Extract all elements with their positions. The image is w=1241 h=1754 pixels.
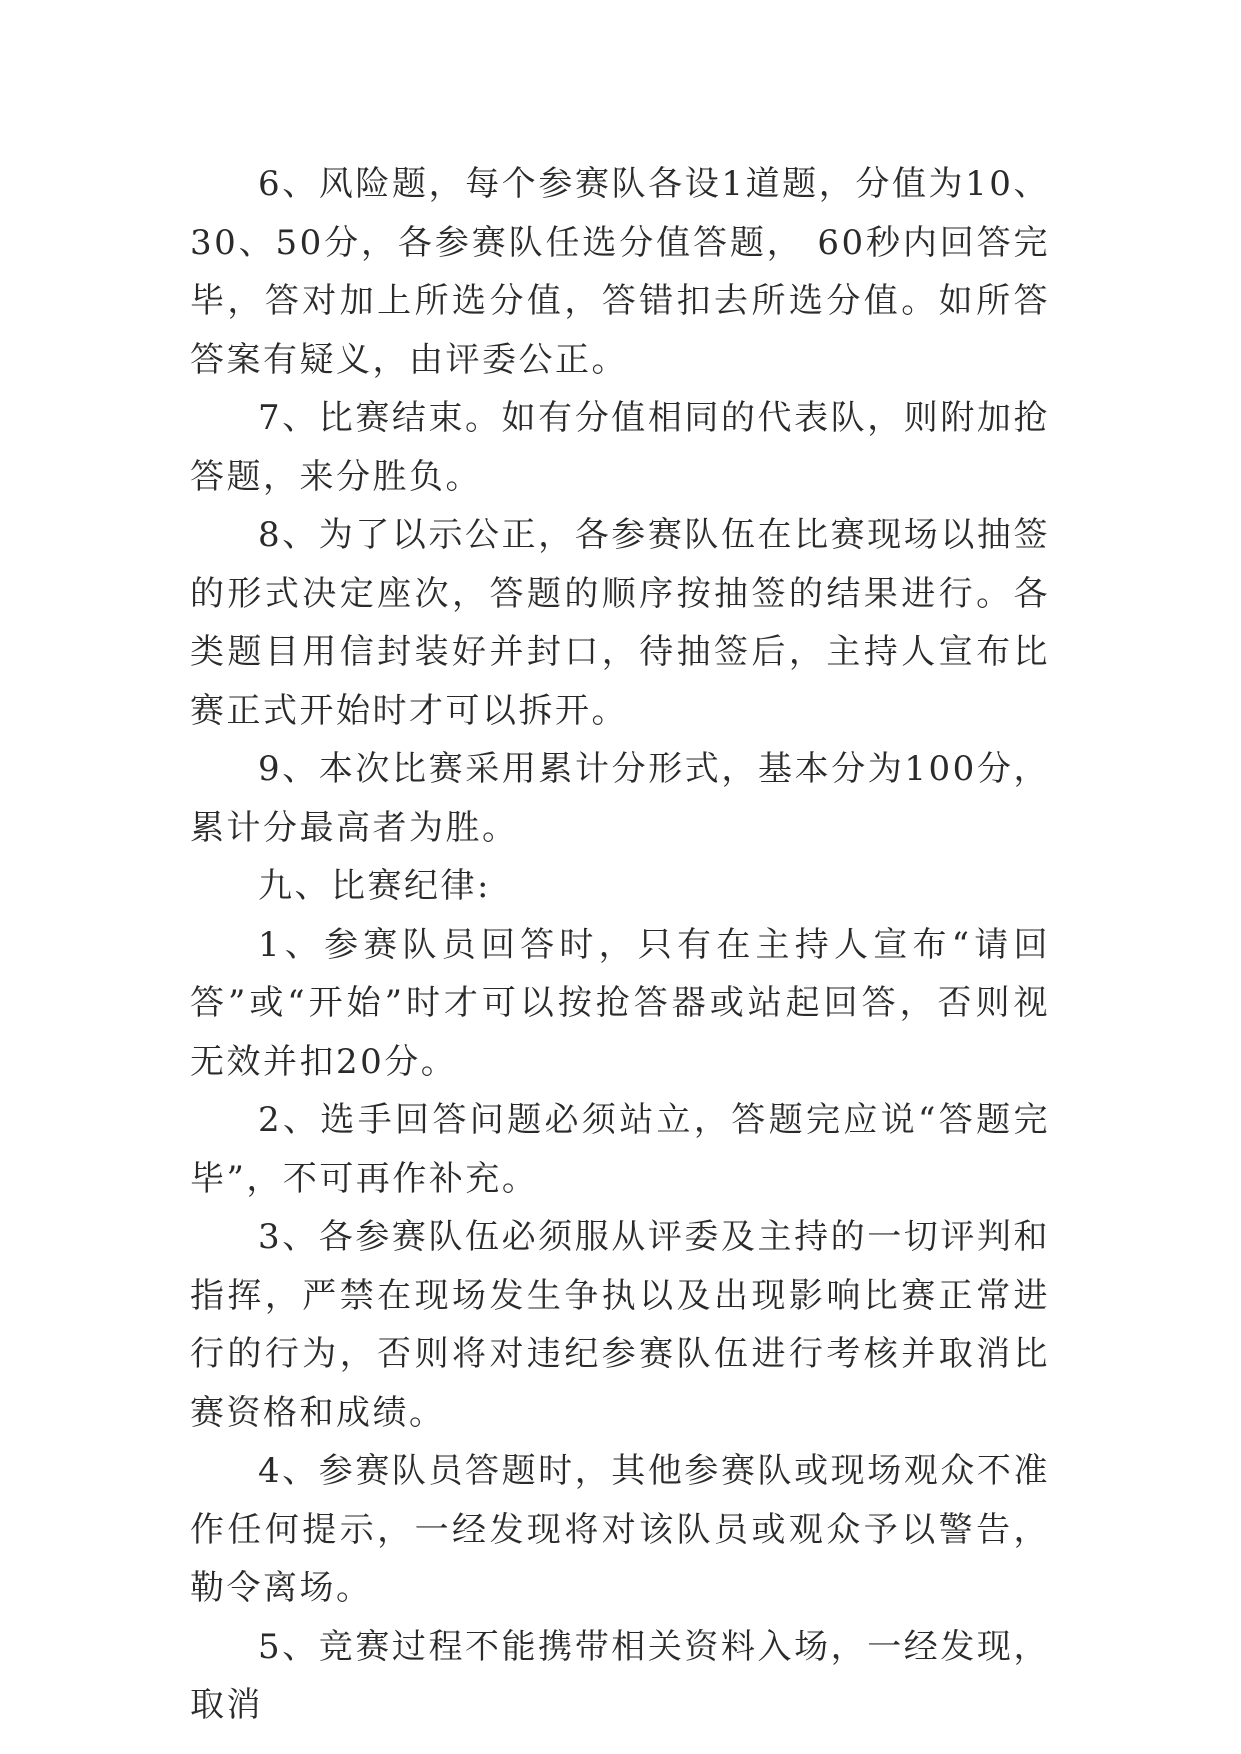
paragraph-rule-8: 8、为了以示公正，各参赛队伍在比赛现场以抽签的形式决定座次，答题的顺序按抽签的结果进行。各类题目用信封装好并封口，待抽签后，主持人宣布比赛正式开始时才可以拆开。 xyxy=(190,515,1050,731)
paragraph-rule-9: 9、本次比赛采用累计分形式，基本分为100分，累计分最高者为胜。 xyxy=(190,749,1050,848)
paragraph-rule-7: 7、比赛结束。如有分值相同的代表队，则附加抢答题，来分胜负。 xyxy=(190,398,1050,497)
paragraph-discipline-5: 5、竞赛过程不能携带相关资料入场，一经发现，取消 xyxy=(190,1626,1050,1725)
paragraph-discipline-3: 3、各参赛队伍必须服从评委及主持的一切评判和指挥，严禁在现场发生争执以及出现影响比赛正常进行的行为，否则将对违纪参赛队伍进行考核并取消比赛资格和成绩。 xyxy=(190,1217,1050,1433)
paragraph-discipline-2: 2、选手回答问题必须站立，答题完应说“答题完毕”，不可再作补充。 xyxy=(190,1100,1050,1199)
paragraph-discipline-4: 4、参赛队员答题时，其他参赛队或现场观众不准作任何提示，一经发现将对该队员或观众予以警告，勒令离场。 xyxy=(190,1451,1050,1608)
paragraph-discipline-1: 1、参赛队员回答时，只有在主持人宣布“请回答”或“开始”时才可以按抢答器或站起回答，否则视无效并扣20分。 xyxy=(190,924,1050,1082)
section-heading-discipline: 九、比赛纪律: xyxy=(258,866,491,906)
document-body xyxy=(190,155,1050,1735)
paragraph-rule-6: 6、风险题，每个参赛队各设1道题，分值为10、30、50分，各参赛队任选分值答题， 60秒内回答完毕，答对加上所选分值，答错扣去所选分值。如所答答案有疑义，由评委公正。 xyxy=(190,164,1050,380)
